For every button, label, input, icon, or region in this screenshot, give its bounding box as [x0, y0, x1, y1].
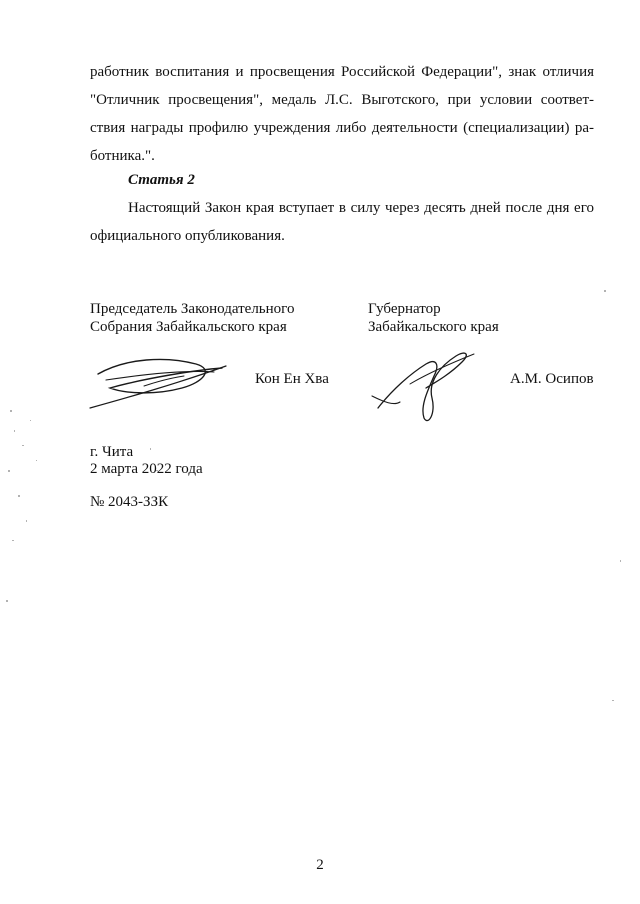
right-signatory-title-line2: Забайкальского края — [368, 319, 499, 335]
place: г. Чита — [90, 444, 134, 460]
right-signature — [370, 344, 480, 426]
body-line-4: ботника.". — [90, 148, 155, 164]
article-line-2: официального опубликования. — [90, 228, 285, 244]
body-line-1: работник воспитания и просвещения Российской Федерации", знак отличия — [90, 64, 594, 80]
body-line-3: ствия награды профилю учреждения либо деятельности (специализации) ра- — [90, 120, 594, 136]
right-signatory-title-line1: Губернатор — [368, 301, 441, 317]
body-line-2: "Отличник просвещения", медаль Л.С. Выготского, при условии соответ- — [90, 92, 594, 108]
date: 2 марта 2022 года — [90, 461, 203, 477]
left-signature — [86, 352, 236, 414]
left-signatory-title-line1: Председатель Законодательного — [90, 301, 295, 317]
page-number: 2 — [316, 857, 324, 873]
right-signatory-name: А.М. Осипов — [510, 371, 594, 387]
left-signatory-title-line2: Собрания Забайкальского края — [90, 319, 287, 335]
article-line-1: Настоящий Закон края вступает в силу через десять дней после дня его — [128, 200, 594, 216]
left-signatory-name: Кон Ен Хва — [255, 371, 329, 387]
article-heading: Статья 2 — [128, 172, 195, 188]
document-number: № 2043-ЗЗК — [90, 494, 169, 510]
